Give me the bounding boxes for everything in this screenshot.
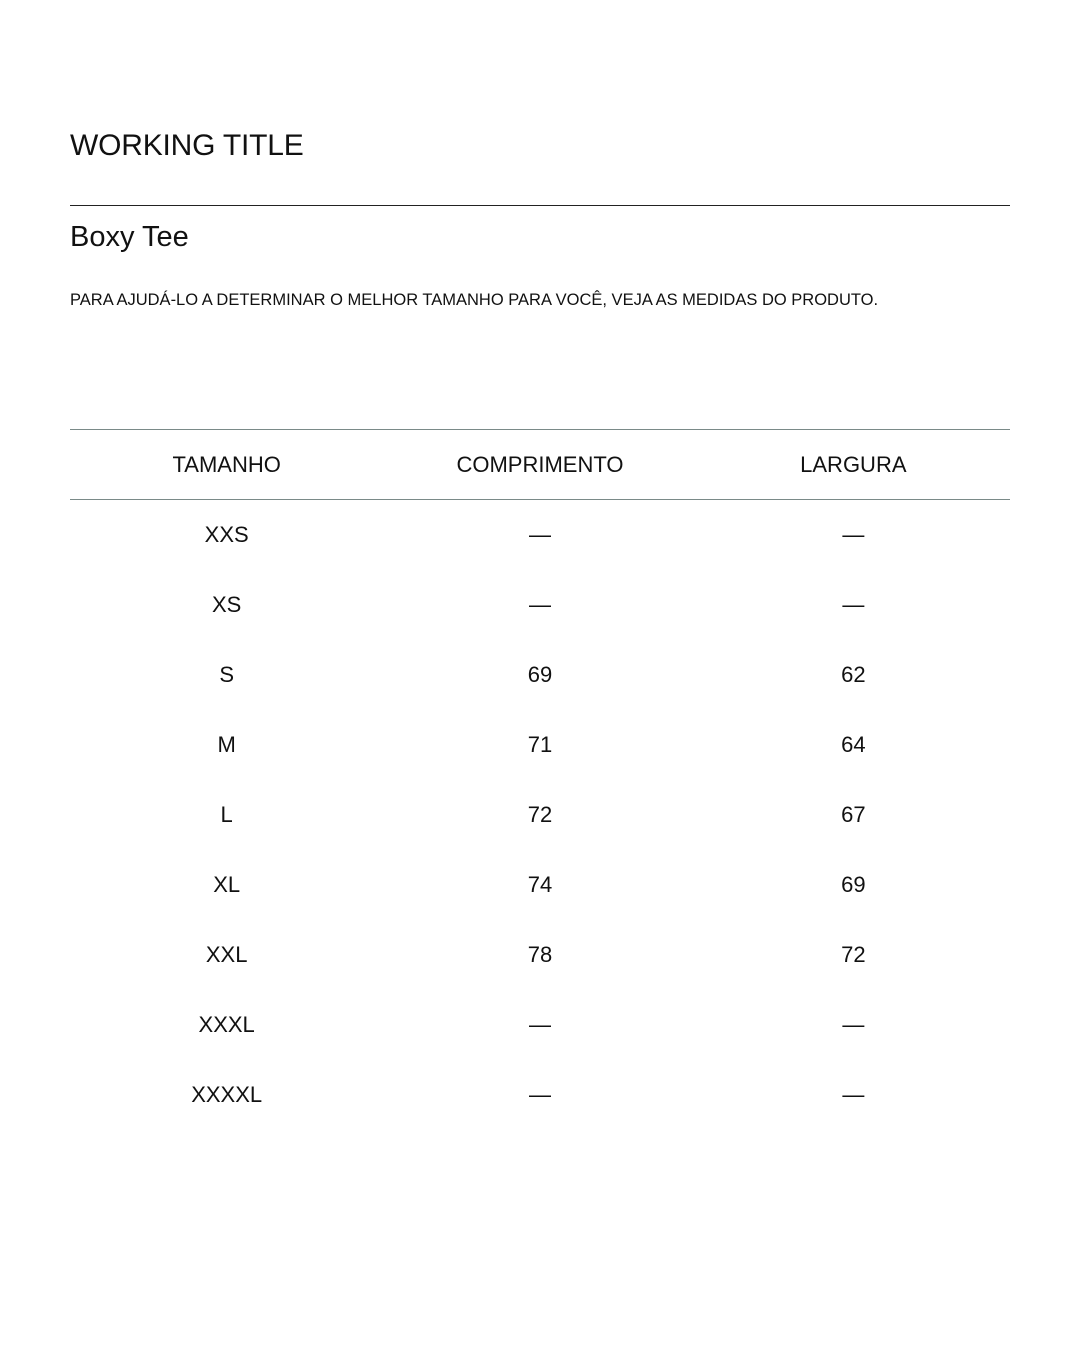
size-cell: XXS [204, 522, 249, 547]
length-cell: 74 [527, 872, 553, 897]
intro-text: PARA AJUDÁ-LO A DETERMINAR O MELHOR TAMANHO PARA VOCÊ, VEJA AS MEDIDAS DO PRODUTO. [70, 291, 879, 309]
column-header-length: COMPRIMENTO [456, 451, 624, 477]
width-cell: 64 [841, 732, 866, 757]
length-cell: — [528, 1012, 551, 1037]
width-cell: — [842, 592, 865, 617]
size-cell: XXXXL [191, 1082, 263, 1107]
column-header-width: LARGURA [800, 451, 907, 477]
column-header-size: TAMANHO [172, 451, 281, 477]
size-cell: XS [211, 592, 242, 617]
length-cell: — [528, 1082, 551, 1107]
product-name: Boxy Tee [70, 221, 189, 253]
width-cell: — [842, 522, 865, 547]
table-row [70, 850, 1010, 920]
width-cell: 62 [841, 662, 866, 687]
length-cell: — [528, 522, 551, 547]
length-cell: 72 [527, 802, 553, 827]
header-divider [70, 205, 1010, 206]
size-cell: L [220, 802, 233, 827]
table-row [70, 920, 1010, 990]
table-row [70, 570, 1010, 640]
size-cell: XXXL [198, 1012, 255, 1037]
table-row [70, 710, 1010, 780]
width-cell: 67 [841, 802, 866, 827]
width-cell: — [842, 1082, 865, 1107]
width-cell: 69 [841, 872, 866, 897]
table-row [70, 1060, 1010, 1130]
length-cell: 69 [527, 662, 553, 687]
table-row [70, 780, 1010, 850]
size-cell: M [217, 732, 236, 757]
table-row [70, 500, 1010, 571]
size-cell: S [219, 662, 234, 687]
brand-title: WORKING TITLE [70, 129, 304, 162]
length-cell: 71 [527, 732, 553, 757]
size-table [70, 429, 1010, 1130]
table-row [70, 640, 1010, 710]
size-cell: XL [213, 872, 241, 897]
size-cell: XXL [205, 942, 248, 967]
table-row [70, 990, 1010, 1060]
width-cell: — [842, 1012, 865, 1037]
length-cell: — [528, 592, 551, 617]
width-cell: 72 [841, 942, 866, 967]
length-cell: 78 [527, 942, 553, 967]
table-header-row [70, 430, 1010, 500]
